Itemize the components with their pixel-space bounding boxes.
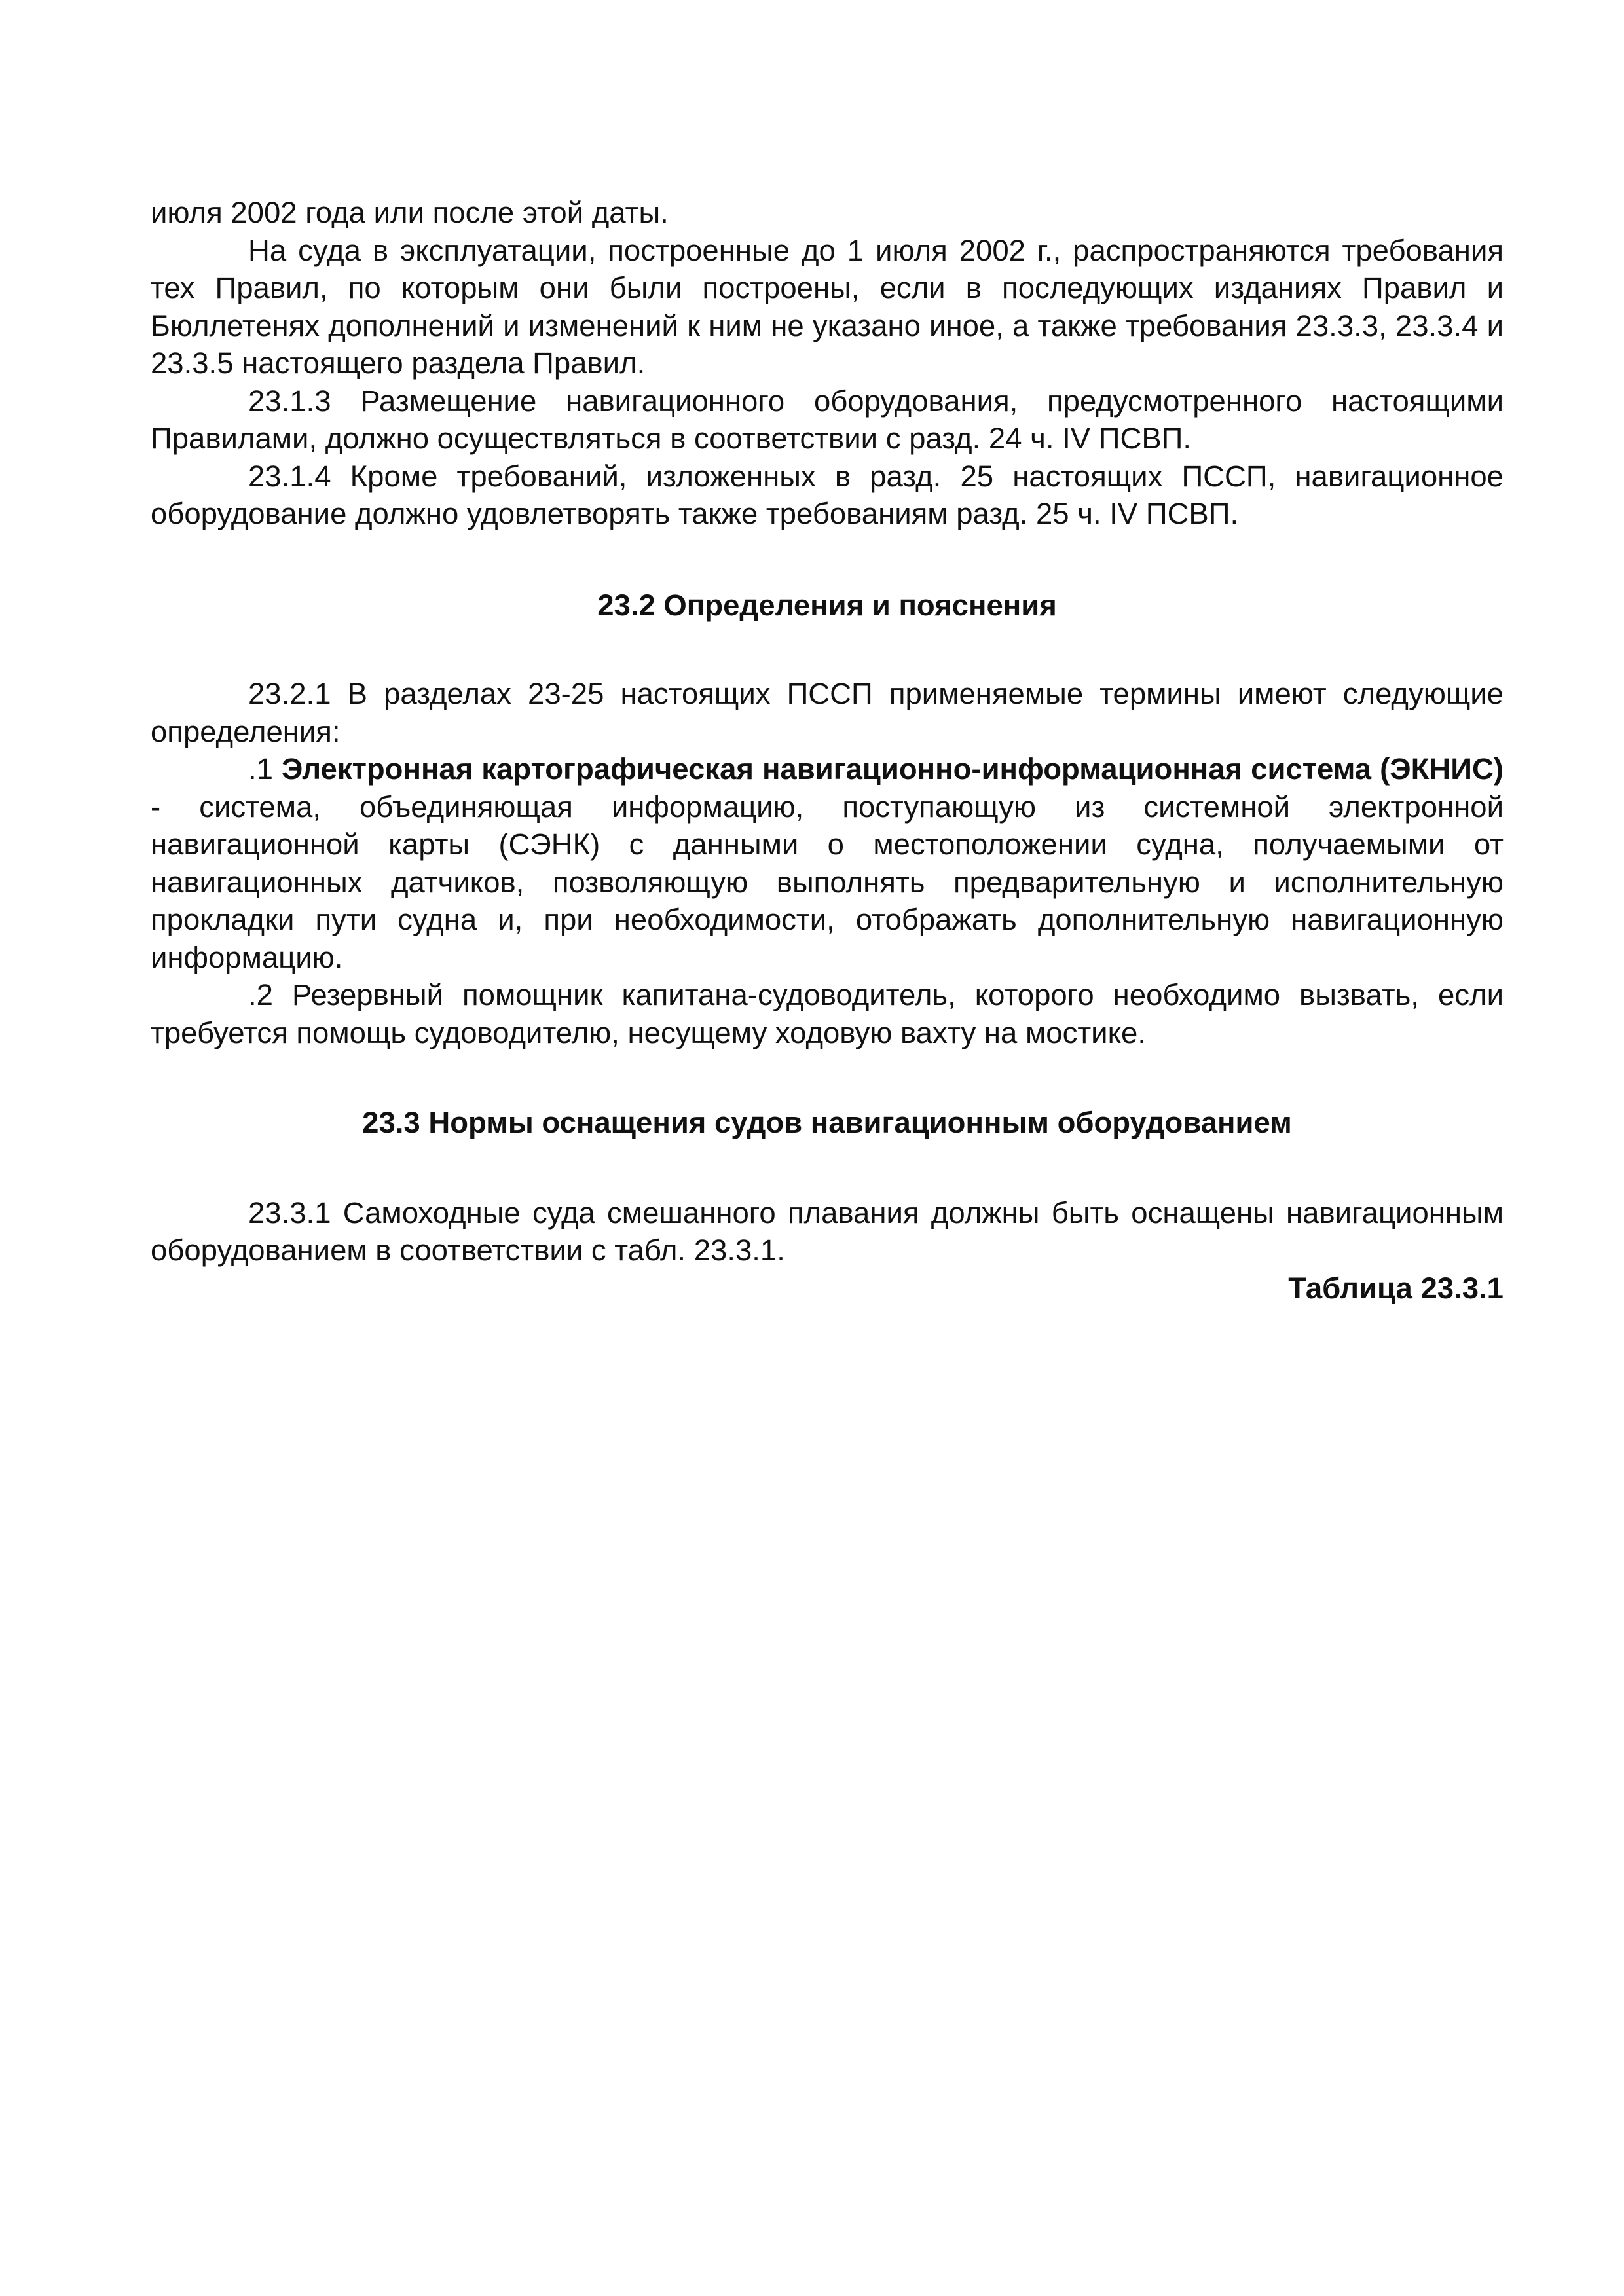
paragraph-23-2-1: 23.2.1 В разделах 23-25 настоящих ПССП применяемые термины имеют следующие определения: [151, 677, 1504, 748]
paragraph-continuation: июля 2002 года или после этой даты. [151, 196, 669, 229]
section-heading-23-3: 23.3 Нормы оснащения судов навигационным оборудованием [362, 1106, 1292, 1139]
document-page [151, 194, 1504, 1307]
definition-2: .2 Резервный помощник капитана-судоводитель, которого необходимо вызвать, если требуется помощь судоводителю, несущему ходовую вахту на мостике. [151, 978, 1504, 1049]
paragraph-23-1-3: 23.1.3 Размещение навигационного оборудования, предусмотренного настоящими Правилами, должно осуществляться в соответствии с разд. 24 ч. IV ПСВП. [151, 384, 1504, 455]
paragraph-23-3-1: 23.3.1 Самоходные суда смешанного плавания должны быть оснащены навигационным оборудованием в соответствии с табл. 23.3.1. [151, 1195, 1504, 1267]
section-heading-23-2: 23.2 Определения и пояснения [597, 588, 1057, 622]
paragraph-existing-ships: На суда в эксплуатации, построенные до 1 июля 2002 г., распространяются требования тех Правил, по которым они были построены, если в последующих изданиях Правил и Бюллетенях дополнений и изменений к ним не указано иное, а также требования 23.3.3, 23.3.4 и 23.3.5 настоящего раздела Правил. [151, 233, 1504, 380]
spacer [151, 533, 1504, 587]
paragraph-23-1-4: 23.1.4 Кроме требований, изложенных в разд. 25 настоящих ПССП, навигационное оборудование должно удовлетворять также требованиям разд. 25 ч. IV ПСВП. [151, 459, 1504, 530]
definition-1 [151, 750, 1504, 976]
spacer [151, 624, 1504, 675]
table-caption: Таблица 23.3.1 [1288, 1271, 1504, 1305]
spacer [151, 1142, 1504, 1194]
spacer [151, 1051, 1504, 1104]
definition-1-text: - система, объединяющая информацию, поступающую из системной электронной навигационной карты (СЭНК) с данными о местоположении судна, получаемыми от навигационных датчиков, позволяющую выполнять предварительную и исполнительную прокладки пути судна и, при необходимости, отображать дополнительную навигационную информацию. [151, 790, 1504, 974]
definition-1-term: Электронная картографическая навигационно-информационная система (ЭКНИС) [281, 752, 1504, 786]
definition-1-number: .1 [248, 752, 282, 786]
